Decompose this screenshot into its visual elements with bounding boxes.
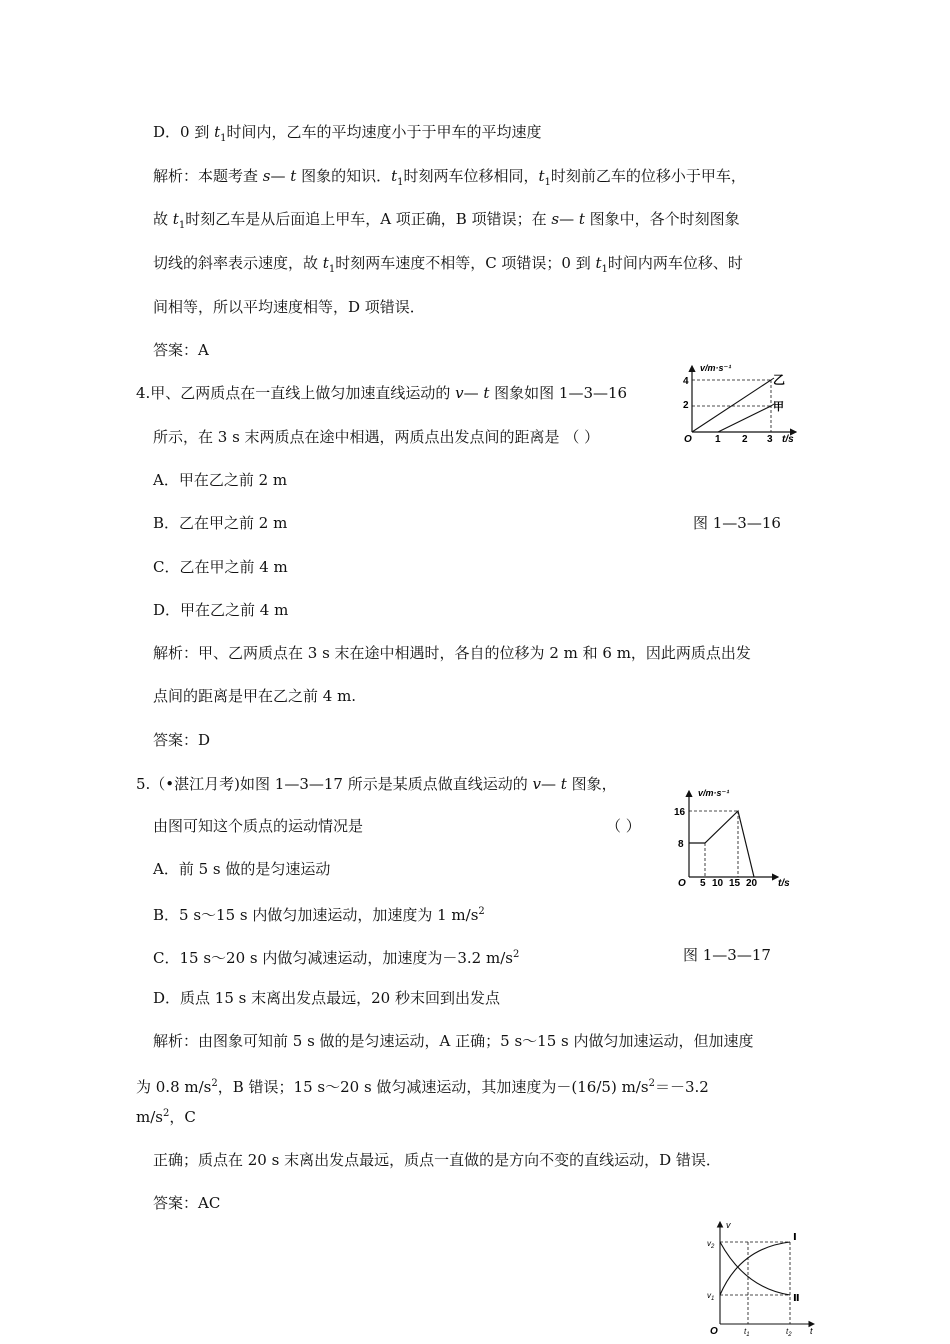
q4-series-jia-label: 甲	[773, 401, 784, 413]
q4-series-yi-label: 乙	[773, 373, 786, 387]
q6-curve-i-label: Ⅰ	[793, 1232, 797, 1243]
q3-option-d: D．0 到 $t_1$时间内，乙车的平均速度小于于甲车的平均速度	[153, 123, 542, 144]
q3-explanation-line4: 间相等，所以平均速度相等，D 项错误．	[153, 298, 425, 316]
q5-option-c: C．15 s～20 s 内做匀减速运动，加速度为－3.2 $m/s^2$	[153, 949, 520, 967]
q5-explanation-line2: 为 0.8 $m/s^2$，B 错误；15 s～20 s 做匀减速运动，其加速度为－(16/5) $m/s^2=-3.2$	[136, 1078, 709, 1096]
q5-answer-bracket: （ ）	[606, 817, 641, 835]
q5-stem-line2: 由图可知这个质点的运动情况是	[153, 817, 364, 835]
q4-stem-line2: 所示，在 3 s 末两质点在途中相遇，两质点出发点间的距离是 （ ）	[153, 428, 600, 446]
q4-option-c: C．乙在甲之前 4 m	[153, 558, 288, 576]
q5-vt-graph	[672, 785, 797, 893]
q4-y-axis-label: v/m·s⁻¹	[700, 363, 732, 373]
q6-t2-label: $t_2$	[786, 1327, 792, 1338]
q4-ytick-2: 2	[683, 400, 689, 411]
q5-ytick-8: 8	[678, 839, 684, 850]
q6-t1-label: $t_1$	[744, 1327, 750, 1338]
q6-curve-ii	[720, 1242, 790, 1295]
q5-y-axis-label: v/m·s⁻¹	[698, 788, 730, 798]
q4-answer: 答案：D	[153, 731, 211, 749]
q6-v2-label: $v_2$	[707, 1239, 715, 1250]
q5-explanation-line1: 解析：由图象可知前 5 s 做的是匀速运动，A 正确；5 s～15 s 内做匀加速运动，但加速度	[153, 1032, 754, 1050]
q4-xtick-1: 1	[715, 434, 721, 445]
q4-ytick-4: 4	[683, 376, 689, 387]
q3-explanation-line3: 切线的斜率表示速度，故 $t_1$时刻两车速度不相等，C 项错误；0 到 $t_1$时间内两车位移、时	[153, 254, 743, 275]
q4-x-axis-label: t/s	[782, 434, 794, 445]
q6-curve-ii-label: Ⅱ	[793, 1293, 800, 1304]
q4-xtick-3: 3	[767, 434, 773, 445]
q5-series-line	[689, 811, 754, 877]
q5-stem-line1: 5.（•湛江月考)如图 1—3—17 所示是某质点做直线运动的 v— t 图象，	[136, 775, 617, 793]
q3-explanation-line2: 故 $t_1$时刻乙车是从后面追上甲车，A 项正确，B 项错误；在 s— t 图象中，各个时刻图象	[153, 210, 740, 231]
q5-x-axis-label: t/s	[778, 878, 790, 889]
q5-option-a: A．前 5 s 做的是匀速运动	[153, 860, 331, 878]
q4-explanation-line2: 点间的距离是甲在乙之前 4 m.	[153, 687, 357, 705]
q4-option-a: A．甲在乙之前 2 m	[153, 471, 288, 489]
q4-xtick-2: 2	[742, 434, 748, 445]
q5-xtick-10: 10	[712, 878, 724, 889]
q4-option-b: B．乙在甲之前 2 m	[153, 514, 288, 532]
q5-xtick-5: 5	[700, 878, 706, 889]
q4-figure-caption: 图 1—3—16	[693, 514, 781, 532]
q6-v1-label: $v_1$	[707, 1291, 715, 1302]
q6-origin-label: O	[710, 1326, 718, 1337]
q5-ytick-16: 16	[674, 807, 686, 818]
q6-y-axis-label: v	[726, 1220, 731, 1230]
q5-figure-caption: 图 1—3—17	[683, 946, 771, 964]
q3-answer: 答案：A	[153, 341, 209, 359]
q6-curve-i	[720, 1242, 790, 1295]
q5-answer: 答案：AC	[153, 1194, 221, 1212]
q4-stem-line1: 4.甲、乙两质点在一直线上做匀加速直线运动的 v— t 图象如图 1—3—16	[136, 384, 628, 402]
q4-option-d: D．甲在乙之前 4 m	[153, 601, 289, 619]
q6-vt-graph	[700, 1218, 825, 1342]
q5-explanation-line4: 正确；质点在 20 s 末离出发点最远，质点一直做的是方向不变的直线运动，D 错误．	[153, 1151, 721, 1169]
q5-explanation-line3: $m/s^2$，C	[136, 1108, 196, 1126]
q4-vt-graph	[678, 360, 808, 445]
q5-xtick-20: 20	[746, 878, 758, 889]
q5-xtick-15: 15	[729, 878, 741, 889]
q6-x-axis-label: t	[810, 1326, 813, 1336]
q4-explanation-line1: 解析：甲、乙两质点在 3 s 末在途中相遇时，各自的位移为 2 m 和 6 m，因此两质点出发	[153, 644, 751, 662]
q3-explanation-line1: 解析：本题考查 s— t 图象的知识．$t_1$时刻两车位移相同，$t_1$时刻前乙车的位移小于甲车，	[153, 167, 746, 188]
q5-origin-label: O	[678, 878, 686, 889]
q5-option-d: D．质点 15 s 末离出发点最远，20 秒末回到出发点	[153, 989, 500, 1007]
q5-option-b: B．5 s～15 s 内做匀加速运动，加速度为 1 $m/s^2$	[153, 906, 485, 924]
q4-origin-label: O	[684, 434, 692, 445]
